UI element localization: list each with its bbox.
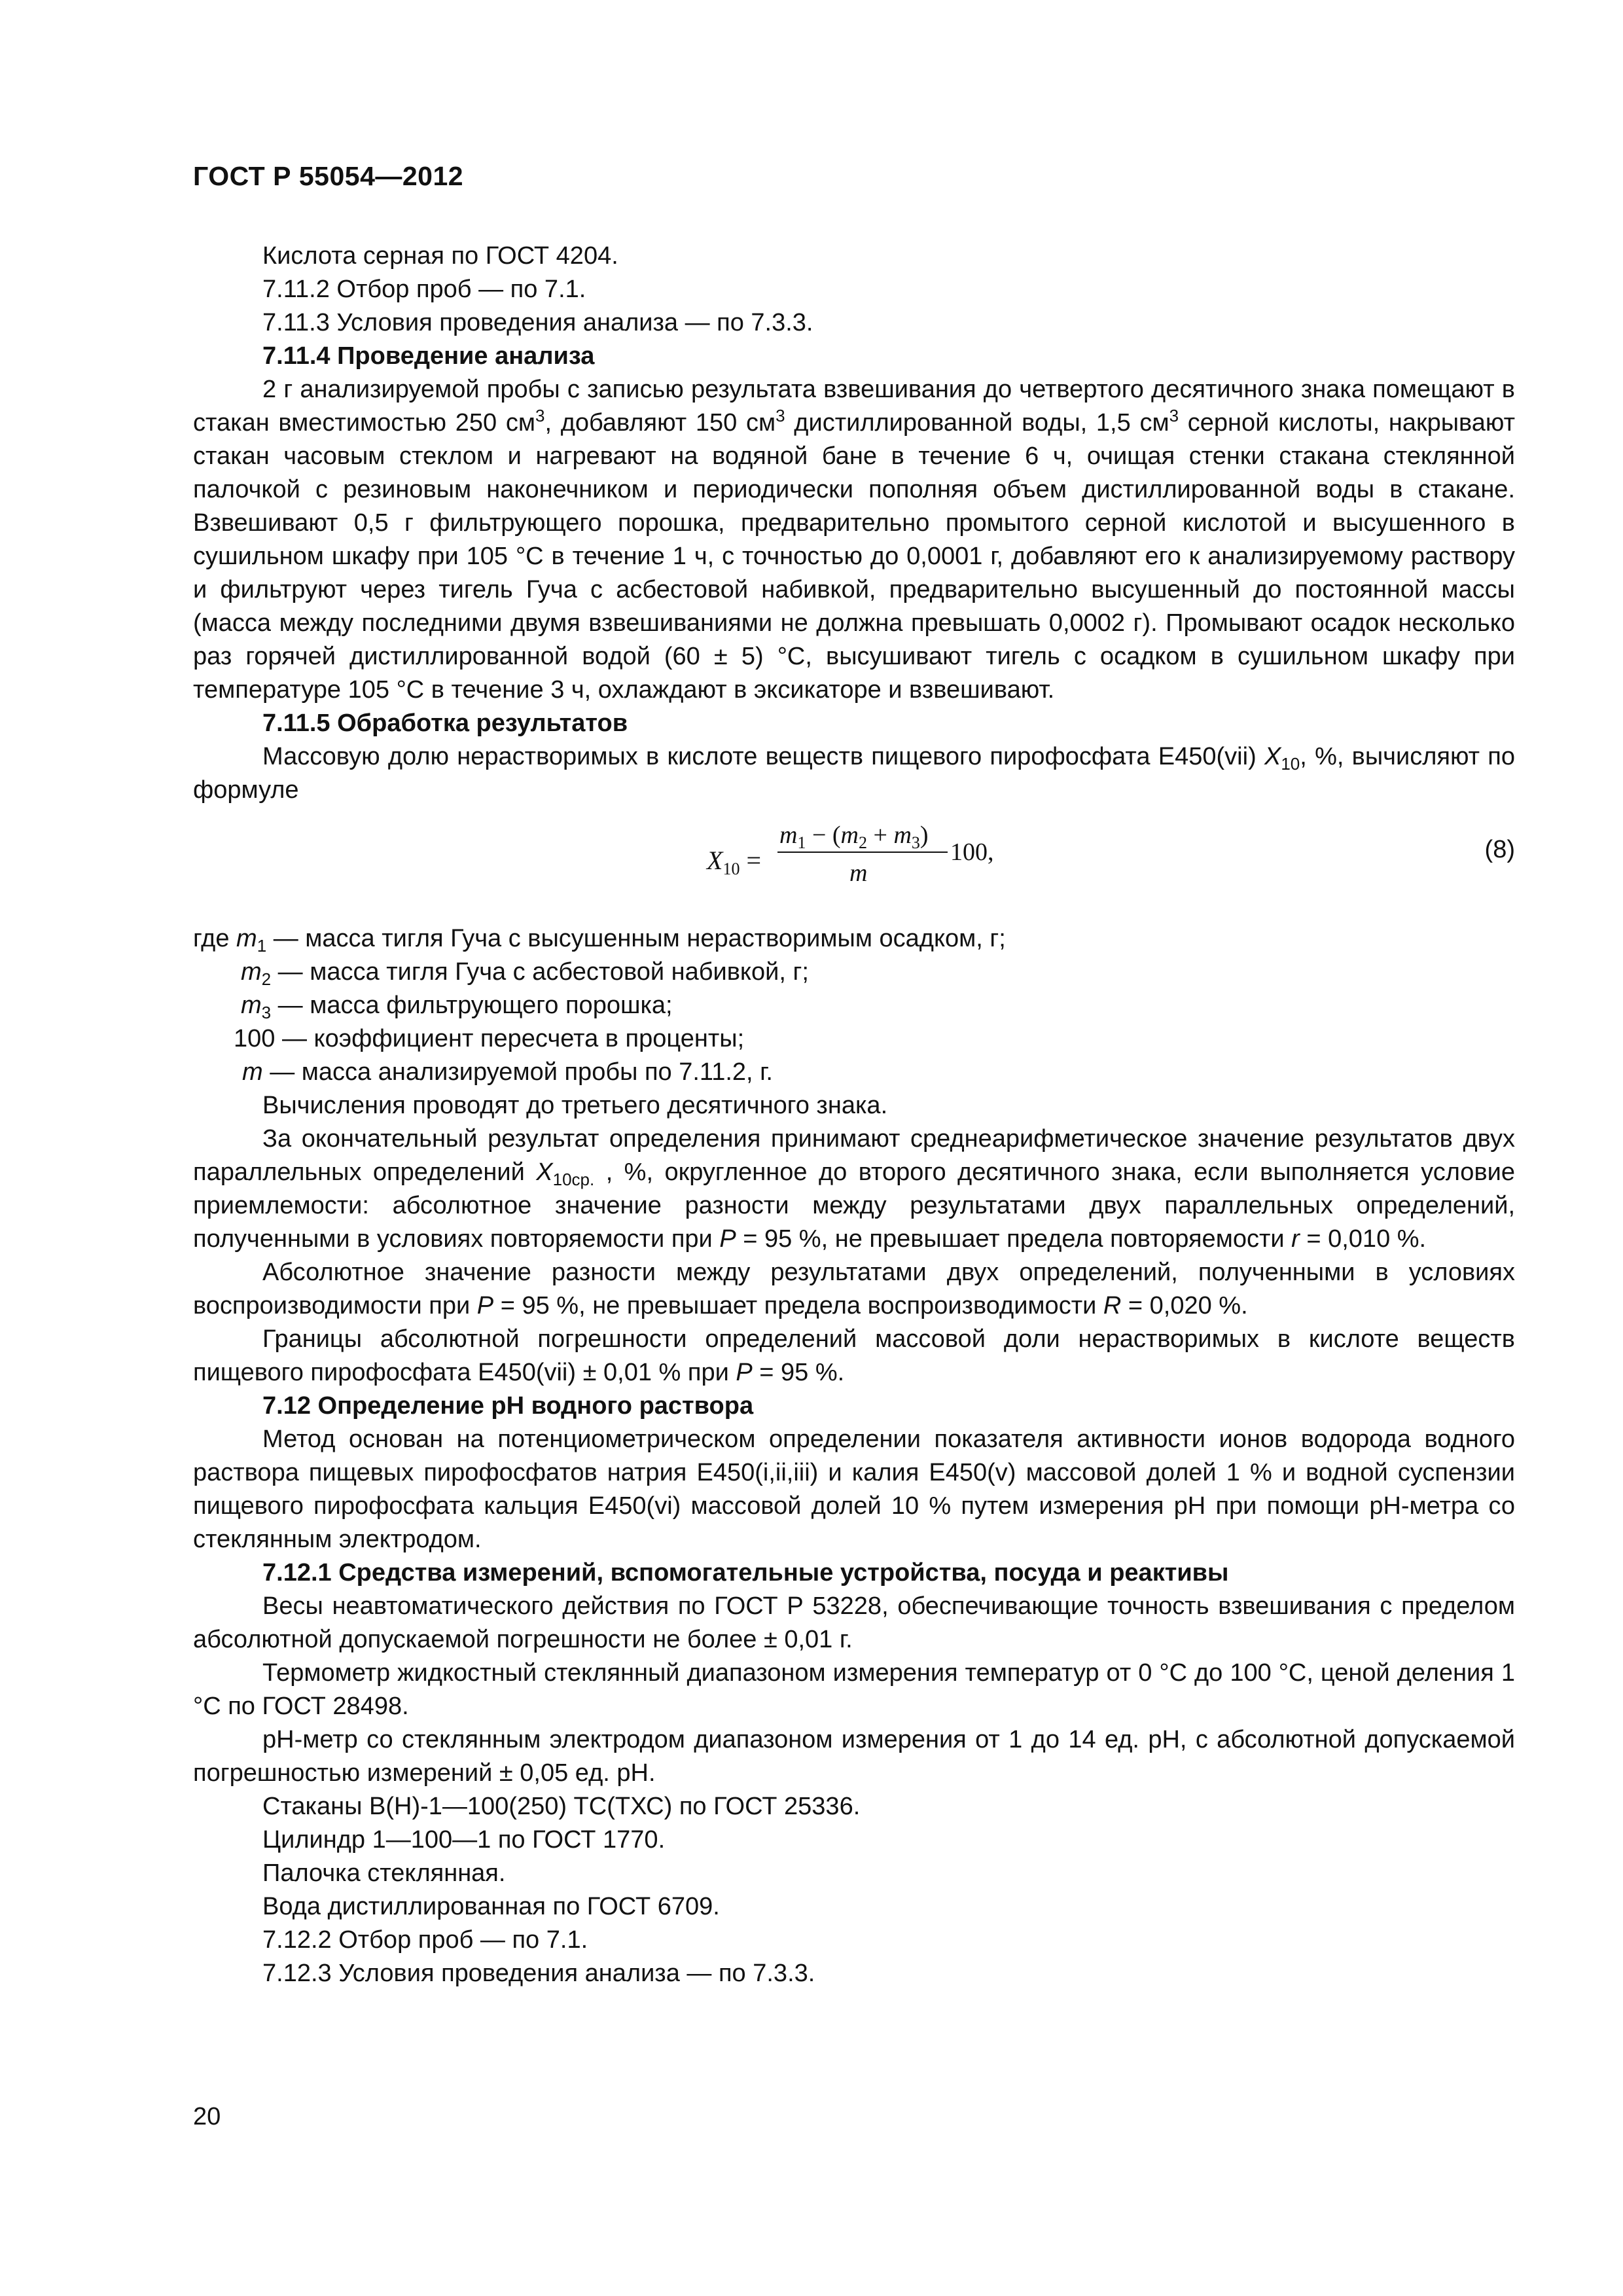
definition-line: $m_3$ — масса фильтрующего порошка; [241, 992, 673, 1022]
paragraph: Границы абсолютной погрешности определений массовой доли нерастворимых в кислоте веществ пищевого пирофосфата Е450(vii) ± 0,01 % при P = 95 %. [193, 1325, 1515, 1386]
formula-numerator: $m_1 - (m_2 + m_3)$ [779, 821, 929, 852]
paragraph: 2 г анализируемой пробы с записью результата взвешивания до четвертого десятичного знака помещают в стакан вместимостью 250 $см^3$, добавляют 150 $см^3$ дистиллированной воды, 1,5 $см^3$ серной кислоты, накрывают стакан часовым стеклом и нагревают на водяной бане в течение 6 ч, очищая стенки стакана стеклянной палочкой с резиновым наконечником и периодически пополняя объем дистиллированной воды в стакане. Взвешивают 0,5 г фильтрующего порошка, предварительно промытого серной кислотой и высушенного в сушильном шкафу при 105 °С в течение 1 ч, с точностью до 0,0001 г, добавляют его к анализируемому раствору и фильтруют через тигель Гуча с асбестовой набивкой, предварительно высушенный до постоянной массы (масса между последними двумя взвешиваниями не должна превышать 0,0002 г). Промывают осадок несколько раз горячей дистиллированной водой (60 ± 5) °С, высушивают тигель с осадком в сушильном шкафу при температуре 105 °С в течение 3 ч, охлаждают в эксикаторе и взвешивают. [193, 376, 1515, 704]
definition-line: $m_2$ — масса тигля Гуча с асбестовой набивкой, г; [241, 958, 809, 989]
section-heading: 7.12 Определение рН водного раствора [262, 1392, 754, 1420]
formula: $X_{10}$ = $m_1 - (m_2 + m_3)$ m 100, [707, 844, 761, 877]
document-header: ГОСТ Р 55054—2012 [193, 161, 464, 191]
section-heading: 7.11.4 Проведение анализа [262, 342, 595, 370]
definition-line: где $m_1$ — масса тигля Гуча с высушенным нерастворимым осадком, г; [193, 925, 1006, 956]
variable-definitions [193, 922, 1515, 1089]
fraction-bar [777, 852, 948, 853]
section-heading: 7.11.5 Обработка результатов [262, 709, 628, 737]
paragraph: 7.12.2 Отбор проб — по 7.1. [262, 1926, 588, 1954]
paragraph: 7.12.3 Условия проведения анализа — по 7.3.3. [262, 1960, 815, 1987]
formula-multiplier: 100, [950, 838, 994, 866]
paragraph: Термометр жидкостный стеклянный диапазоном измерения температур от 0 °С до 100 °С, ценой деления 1 °С по ГОСТ 28498. [193, 1659, 1515, 1720]
paragraph: Метод основан на потенциометрическом определении показателя активности ионов водорода водного раствора пищевых пирофосфатов натрия Е450(i,ii,iii) и калия Е450(v) массовой долей 1 % и водной суспензии пищевого пирофосфата кальция Е450(vi) массовой долей 10 % путем измерения рН при помощи рН-метра со стеклянным электродом. [193, 1426, 1515, 1553]
formula-denominator: m [849, 859, 868, 887]
paragraph: Кислота серная по ГОСТ 4204. [262, 242, 618, 270]
paragraph: Массовую долю нерастворимых в кислоте веществ пищевого пирофосфата Е450(vii) $X_{10}$, %, вычисляют по формуле [193, 743, 1515, 804]
definition-line: 100 — коэффициент пересчета в проценты; [234, 1025, 745, 1052]
paragraph: За окончательный результат определения принимают среднеарифметическое значение результатов двух параллельных определений $X_{10ср.}$ , %, округленное до второго десятичного знака, если выполняется условие приемлемости: абсолютное значение разности между результатами двух параллельных определений, полученными в условиях повторяемости при P = 95 %, не превышает предела повторяемости r = 0,010 %. [193, 1125, 1515, 1253]
paragraph: Стаканы В(Н)-1—100(250) ТС(ТХС) по ГОСТ 25336. [262, 1793, 861, 1820]
document-body [193, 240, 1515, 1990]
paragraph: Абсолютное значение разности между результатами двух определений, полученными в условиях воспроизводимости при P = 95 %, не превышает предела воспроизводимости R = 0,020 %. [193, 1259, 1515, 1319]
formula-block [193, 821, 1515, 913]
page-number: 20 [193, 2103, 221, 2130]
paragraph: Вычисления проводят до третьего десятичного знака. [262, 1092, 888, 1119]
paragraph: Вода дистиллированная по ГОСТ 6709. [262, 1893, 720, 1920]
paragraph: 7.11.2 Отбор проб — по 7.1. [262, 276, 586, 303]
paragraph: Весы неавтоматического действия по ГОСТ Р 53228, обеспечивающие точность взвешивания с пределом абсолютной допускаемой погрешности не более ± 0,01 г. [193, 1592, 1515, 1653]
paragraph: 7.11.3 Условия проведения анализа — по 7.3.3. [262, 309, 813, 336]
paragraph: Цилиндр 1—100—1 по ГОСТ 1770. [262, 1826, 666, 1854]
definition-line: m — масса анализируемой пробы по 7.11.2, г. [242, 1058, 773, 1086]
section-heading: 7.12.1 Средства измерений, вспомогательные устройства, посуда и реактивы [262, 1559, 1229, 1587]
paragraph: Палочка стеклянная. [262, 1859, 506, 1887]
paragraph: рН-метр со стеклянным электродом диапазоном измерения от 1 до 14 ед. рН, с абсолютной допускаемой погрешностью измерений ± 0,05 ед. рН. [193, 1726, 1515, 1787]
formula-number: (8) [1484, 836, 1515, 863]
